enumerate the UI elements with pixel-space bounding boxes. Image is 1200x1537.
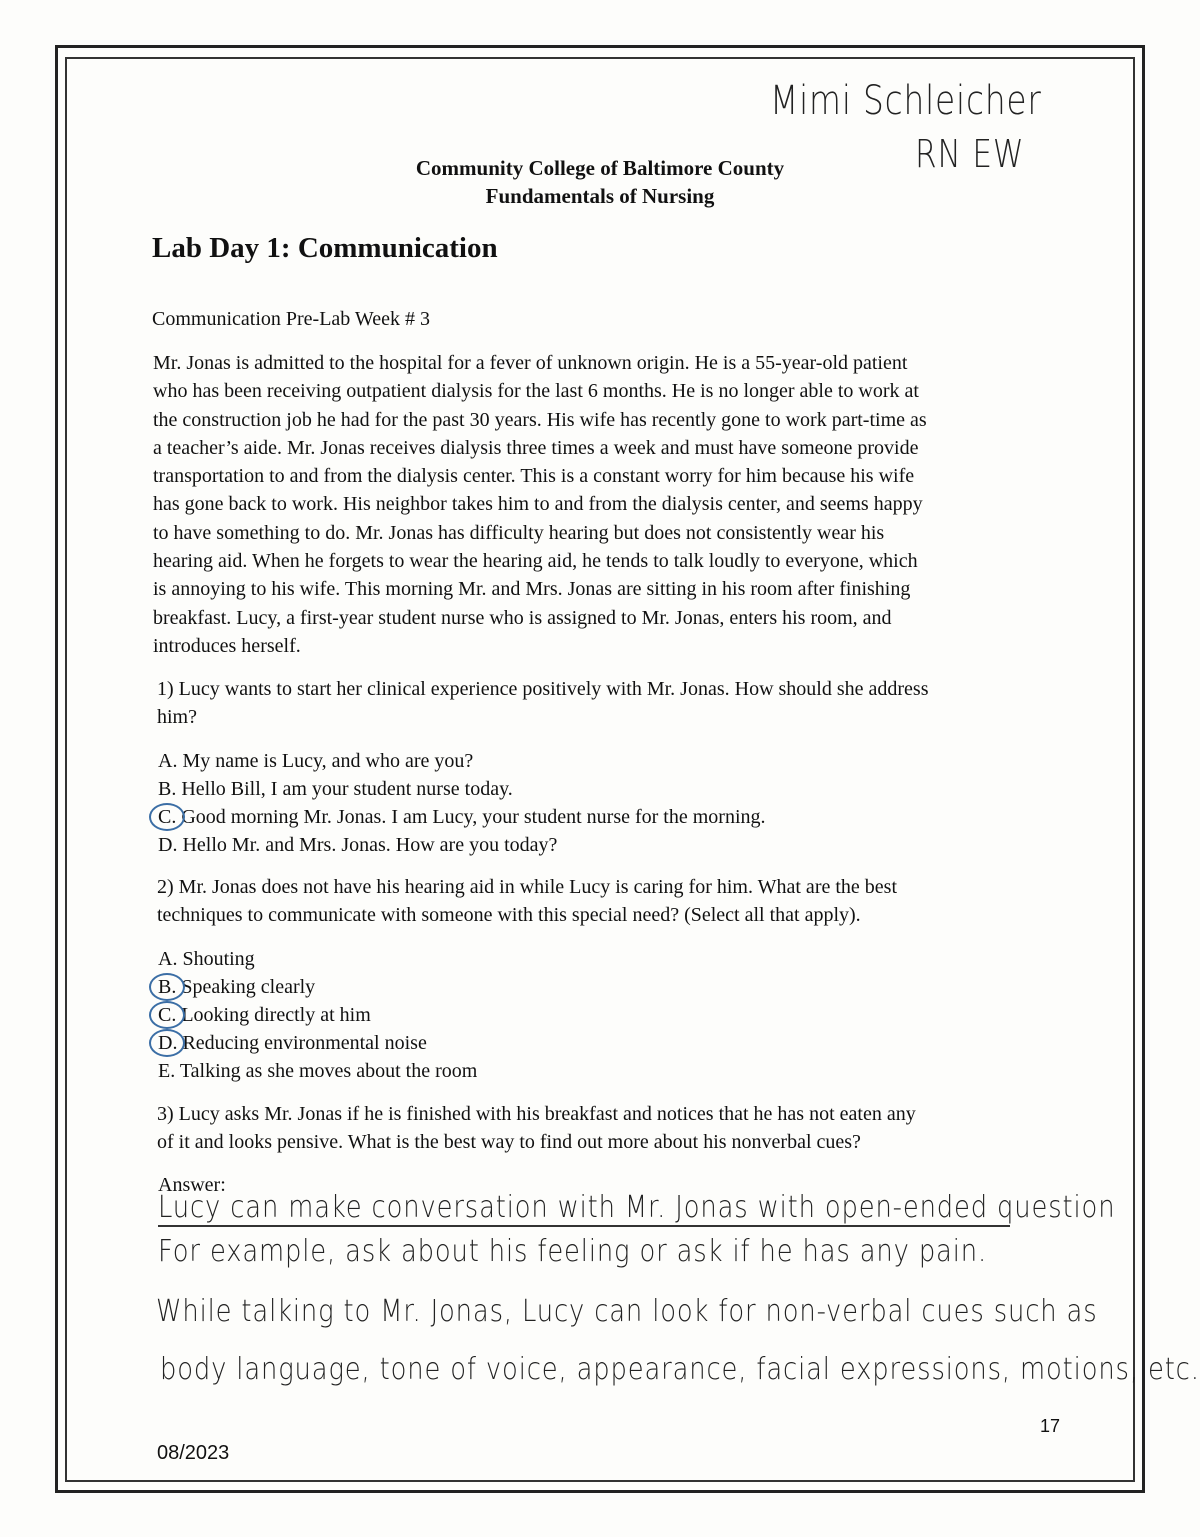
question-2 [157,873,1057,929]
page-number: 17 [1040,1416,1061,1436]
prelab-heading: Communication Pre-Lab Week # 3 [152,308,430,330]
handwritten-answer-line: body language, tone of voice, appearance, facial expressions, motions, etc. [160,1352,1200,1387]
footer-date: 08/2023 [157,1442,230,1464]
scenario-line: is annoying to his wife. This morning Mr. and Mrs. Jonas are sitting in his room after finishing [153,578,911,601]
q1-option-a: A. My name is Lucy, and who are you? [158,750,474,772]
q1-option-c-circled: C. Good morning Mr. Jonas. I am Lucy, your student nurse for the morning. [158,803,766,831]
q2-option-a: A. Shouting [158,948,255,970]
q2-option-b-circled: B. Speaking clearly [158,973,477,1001]
q2-option-c-circled: C. Looking directly at him [158,1001,477,1029]
scenario-line: breakfast. Lucy, a first-year student nurse who is assigned to Mr. Jonas, enters his room, and [153,606,892,629]
scenario-line: to have something to do. Mr. Jonas has difficulty hearing but does not consistently wear his [153,521,885,544]
scenario-line: a teacher’s aide. Mr. Jonas receives dialysis three times a week and must have someone provide [153,436,919,459]
handwritten-answer-line: Lucy can make conversation with Mr. Jonas with open-ended question [158,1190,1116,1225]
scenario-line: transportation to and from the dialysis center. This is a constant worry for him because his wife [153,465,915,488]
question-1-options [158,747,766,859]
question-3-line: of it and looks pensive. What is the best way to find out more about his nonverbal cues? [157,1131,861,1153]
scenario-line: introduces herself. [153,634,301,657]
scenario-line: the construction job he had for the past 30 years. His wife has recently gone to work part-time as [153,408,927,431]
answer-underline [158,1225,1010,1227]
handwritten-answer-line: For example, ask about his feeling or ask if he has any pain. [158,1234,988,1269]
question-3-line: 3) Lucy asks Mr. Jonas if he is finished with his breakfast and notices that he has not eaten any [157,1103,916,1125]
question-2-line: techniques to communicate with someone with this special need? (Select all that apply). [157,904,861,926]
course-name: Fundamentals of Nursing [485,184,715,208]
scenario-line: has gone back to work. His neighbor takes him to and from the dialysis center, and seems happy [153,493,923,516]
handwritten-answer-line: While talking to Mr. Jonas, Lucy can look for non-verbal cues such as [156,1294,1098,1329]
q2-option-e: E. Talking as she moves about the room [158,1060,478,1082]
q1-option-b: B. Hello Bill, I am your student nurse today. [158,778,513,800]
question-3 [157,1100,1057,1156]
q1-option-d: D. Hello Mr. and Mrs. Jonas. How are you today? [158,834,558,856]
question-2-options [158,945,477,1085]
scenario-paragraph [153,349,1053,660]
q2-option-d-circled: D. Reducing environmental noise [158,1029,477,1057]
scenario-line: who has been receiving outpatient dialysis for the last 6 months. He is no longer able to work at [153,380,919,403]
handwritten-name: Mimi Schleicher [770,78,1042,124]
lab-title: Lab Day 1: Communication [152,232,498,264]
question-2-line: 2) Mr. Jonas does not have his hearing aid in while Lucy is caring for him. What are the best [157,876,897,898]
question-1-line: 1) Lucy wants to start her clinical experience positively with Mr. Jonas. How should she address [157,678,929,700]
question-1 [157,675,1057,731]
scenario-line: hearing aid. When he forgets to wear the hearing aid, he tends to talk loudly to everyone, which [153,550,918,573]
question-1-line: him? [157,706,197,728]
scenario-line: Mr. Jonas is admitted to the hospital for a fever of unknown origin. He is a 55-year-old patient [153,352,908,374]
answer-label: Answer: [158,1174,226,1196]
institution-name: Community College of Baltimore County [415,156,785,180]
handwritten-credential: RN EW [915,132,1025,176]
